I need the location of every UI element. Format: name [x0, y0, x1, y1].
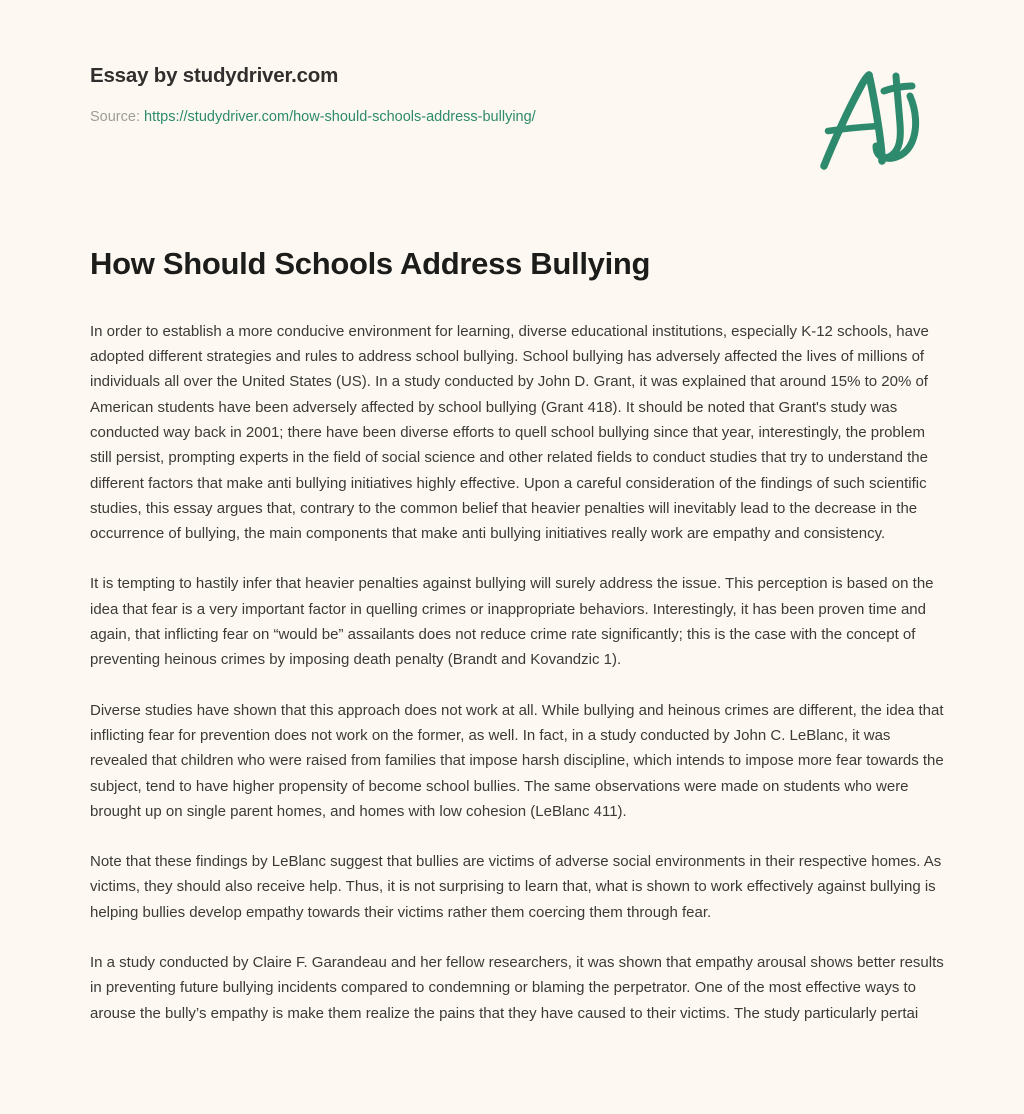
paragraph: Note that these findings by LeBlanc suggest that bullies are victims of adverse social environments in their respective homes. As victims, they should also receive help. Thus, it is not surprising to learn that, what is shown to work effectively against bullying is helping bullies develop empathy towards their victims rather them coercing them through fear.: [90, 853, 942, 921]
source-line: [90, 108, 790, 127]
article-body: [90, 245, 948, 1026]
paragraph: In order to establish a more conducive environment for learning, diverse educational institutions, especially K-12 schools, have adopted different strategies and rules to address school bullying. School bullying has adversely affected the lives of millions of individuals all over the United States (US). In a study conducted by John D. Grant, it was explained that around 15% to 20% of American students have been adversely affected by school bullying (Grant 418). It should be noted that Grant's study was conducted way back in 2001; there have been diverse efforts to quell school bullying since that year, interestingly, the problem still persist, prompting experts in the field of social science and other related fields to conduct studies that try to understand the different factors that make anti bullying initiatives highly effective. Upon a careful consideration of the findings of such scientific studies, this essay argues that, contrary to the common belief that heavier penalties will inevitably lead to the decrease in the occurrence of bullying, the main components that make anti bullying initiatives really work are empathy and consistency.: [90, 322, 929, 543]
source-label: Source:: [90, 108, 140, 125]
paragraph: In a study conducted by Claire F. Garandeau and her fellow researchers, it was shown that empathy arousal shows better results in preventing future bullying incidents compared to condemning or blaming the perpetrator. One of the most effective ways to arouse the bully’s empathy is make them realize the pains that they have caused to their victims. The study particularly pertai: [90, 954, 944, 1022]
paragraph: It is tempting to hastily infer that heavier penalties against bullying will surely address the issue. This perception is based on the idea that fear is a very important factor in quelling crimes or inappropriate behaviors. Interestingly, it has been proven time and again, that inflicting fear on “would be” assailants does not reduce crime rate significantly; this is the case with the concept of preventing heinous crimes by imposing death penalty (Brandt and Kovandzic 1).: [90, 575, 934, 669]
page-header: [0, 0, 1024, 200]
paragraph: Diverse studies have shown that this approach does not work at all. While bullying and heinous crimes are different, the idea that inflicting fear for prevention does not work on the former, as well. In fact, in a study conducted by John C. LeBlanc, it was revealed that children who were raised from families that impose harsh discipline, which intends to impose more fear towards the subject, tend to have higher propensity of become school bullies. The same observations were made on students who were brought up on single parent homes, and homes with low cohesion (LeBlanc 411).: [90, 701, 944, 820]
source-url-link[interactable]: https://studydriver.com/how-should-schools-address-bullying/: [144, 108, 536, 125]
page-title: How Should Schools Address Bullying: [90, 246, 651, 281]
brand-title: Essay by studydriver.com: [90, 64, 339, 87]
a-plus-handwritten-logo-icon[interactable]: [806, 62, 936, 177]
brand-block: [90, 64, 790, 126]
